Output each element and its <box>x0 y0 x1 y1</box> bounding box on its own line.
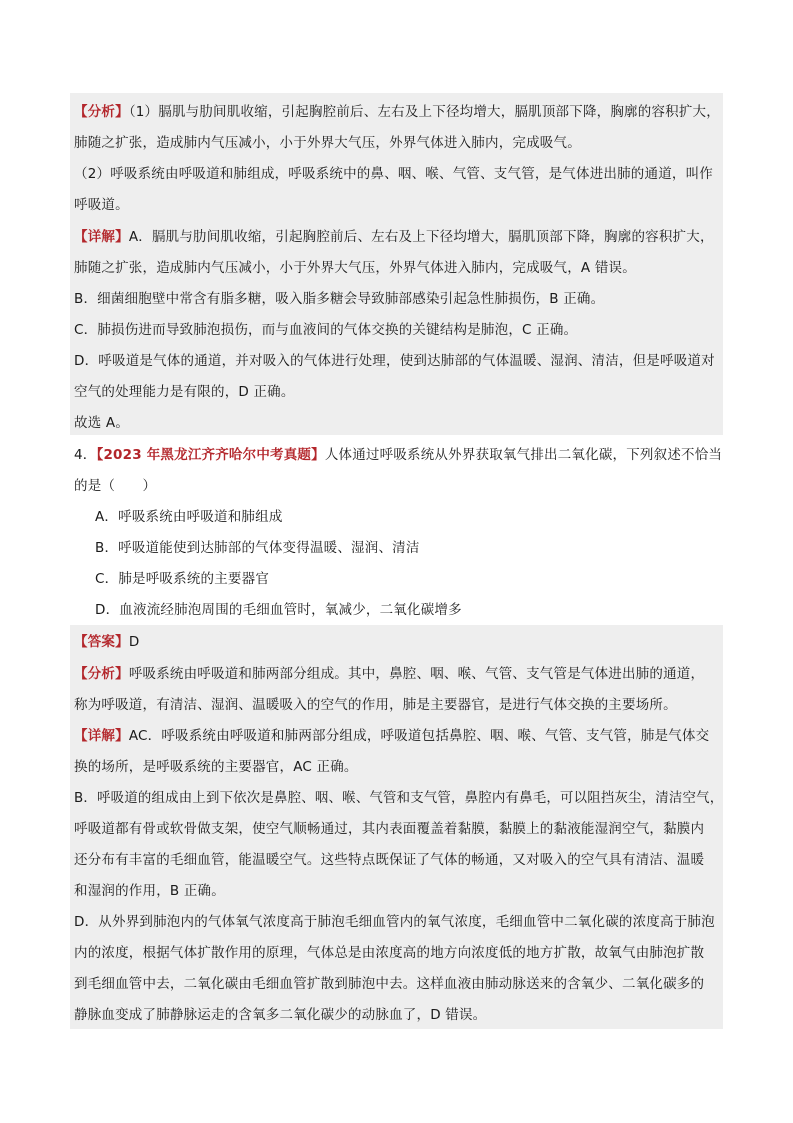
analysis-tag: 【分析】 <box>74 104 129 120</box>
detail-text: A．膈肌与肋间肌收缩，引起胸腔前后、左右及上下径均增大，膈肌顶部下降，胸廓的容积扩大， <box>128 229 714 245</box>
analysis-tag: 【分析】 <box>74 666 129 682</box>
detail-text: AC．呼吸系统由呼吸道和肺两部分组成，呼吸道包括鼻腔、咽、喉、气管、支气管，肺是气体交 <box>128 728 710 744</box>
detail-line <box>74 727 709 745</box>
analysis-line <box>74 665 704 683</box>
analysis-line: 称为呼吸道，有清洁、湿润、温暖吸入的空气的作用，肺是主要器官，是进行气体交换的主要场所。 <box>74 697 677 713</box>
detail-line: 换的场所，是呼吸系统的主要器官，AC 正确。 <box>74 759 358 775</box>
analysis-line <box>74 103 720 121</box>
answer-tag: 【答案】 <box>74 634 129 650</box>
detail-line: C．肺损伤进而导致肺泡损伤，而与血液间的气体交换的关键结构是肺泡，C 正确。 <box>74 322 578 338</box>
detail-line: 空气的处理能力是有限的，D 正确。 <box>74 384 295 400</box>
analysis-line: 肺随之扩张，造成肺内气压减小，小于外界大气压，外界气体进入肺内，完成吸气。 <box>74 135 581 151</box>
answer-line <box>74 633 139 651</box>
detail-line: B．呼吸道的组成由上到下依次是鼻腔、咽、喉、气管和支气管，鼻腔内有鼻毛，可以阻挡灰尘，清洁空气， <box>74 790 724 806</box>
analysis-text: （1）膈肌与肋间肌收缩，引起胸腔前后、左右及上下径均增大，膈肌顶部下降，胸廓的容积扩大， <box>128 104 720 120</box>
detail-line: 静脉血变成了肺静脉运走的含氧多二氧化碳少的动脉血了，D 错误。 <box>74 1007 487 1023</box>
detail-line: D．从外界到肺泡内的气体氧气浓度高于肺泡毛细血管内的氧气浓度，毛细血管中二氧化碳的浓度高于肺泡 <box>74 914 715 930</box>
detail-line: 和湿润的作用，B 正确。 <box>74 883 225 899</box>
option-d: D．血液流经肺泡周围的毛细血管时，氧减少，二氧化碳增多 <box>95 602 462 618</box>
option-b: B．呼吸道能使到达肺部的气体变得温暖、湿润、清洁 <box>95 540 420 556</box>
conclusion-line: 故选 A。 <box>74 415 130 431</box>
answer-text: D <box>128 634 140 650</box>
detail-line: 呼吸道都有骨或软骨做支架，使空气顺畅通过，其内表面覆盖着黏膜，黏膜上的黏液能湿润空气，黏膜内 <box>74 821 705 837</box>
detail-line: 还分布有丰富的毛细血管，能温暖空气。这些特点既保证了气体的畅通，又对吸入的空气具有清洁、温暖 <box>74 852 705 868</box>
question-stem <box>74 446 722 464</box>
detail-line: 到毛细血管中去，二氧化碳由毛细血管扩散到肺泡中去。这样血液由肺动脉送来的含氧少、二氧化碳多的 <box>74 976 705 992</box>
detail-line: D．呼吸道是气体的通道，并对吸入的气体进行处理，使到达肺部的气体温暖、湿润、清洁，但是呼吸道对 <box>74 353 715 369</box>
detail-tag: 【详解】 <box>74 229 129 245</box>
option-a: A．呼吸系统由呼吸道和肺组成 <box>95 509 283 525</box>
detail-line: B．细菌细胞壁中常含有脂多糖，吸入脂多糖会导致肺部感染引起急性肺损伤，B 正确。 <box>74 291 605 307</box>
detail-line: 肺随之扩张，造成肺内气压减小，小于外界大气压，外界气体进入肺内，完成吸气，A 错误。 <box>74 260 636 276</box>
question-number: 4． <box>74 447 97 463</box>
detail-line <box>74 228 714 246</box>
option-c: C．肺是呼吸系统的主要器官 <box>95 571 270 587</box>
question-stem: 的是（ ） <box>74 478 157 494</box>
analysis-text: 呼吸系统由呼吸道和肺两部分组成。其中，鼻腔、咽、喉、气管、支气管是气体进出肺的通道， <box>128 666 705 682</box>
detail-tag: 【详解】 <box>74 728 129 744</box>
analysis-line: 呼吸道。 <box>74 197 129 213</box>
question-text: 人体通过呼吸系统从外界获取氧气排出二氧化碳，下列叙述不恰当 <box>324 447 723 463</box>
analysis-line: （2）呼吸系统由呼吸道和肺组成，呼吸系统中的鼻、咽、喉、气管、支气管，是气体进出肺的通道，叫作 <box>74 166 713 182</box>
detail-line: 内的浓度，根据气体扩散作用的原理，气体总是由浓度高的地方向浓度低的地方扩散，故氧气由肺泡扩散 <box>74 945 705 961</box>
question-source: 【2023 年黑龙江齐齐哈尔中考真题】 <box>96 447 325 463</box>
